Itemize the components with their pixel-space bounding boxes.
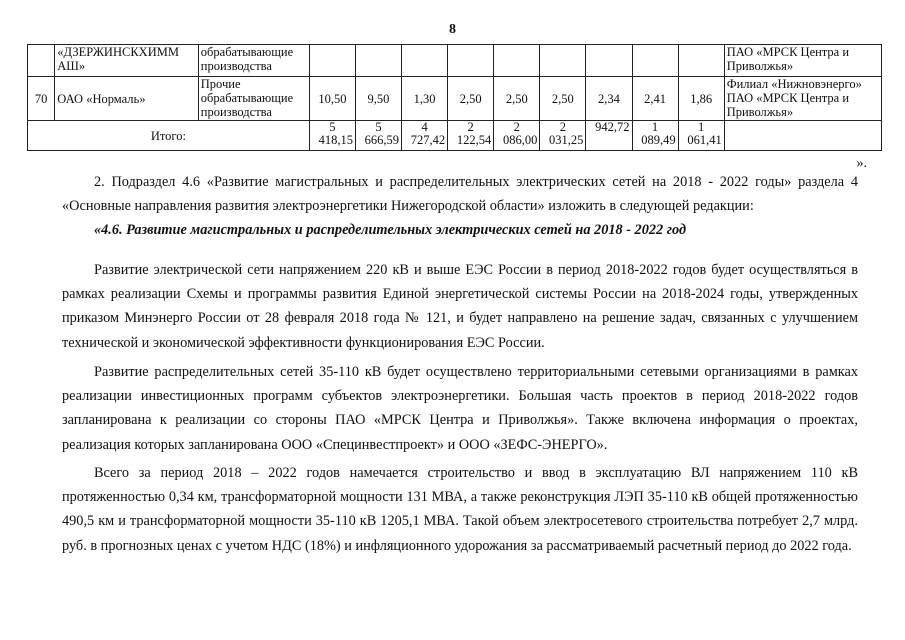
category-cell: обрабатывающие производства bbox=[198, 45, 309, 77]
closing-quote: ». bbox=[856, 156, 867, 171]
total-value-cell: 5 666,59 bbox=[355, 121, 401, 151]
total-value-cell: 5 418,15 bbox=[309, 121, 355, 151]
value-cell: 10,50 bbox=[309, 77, 355, 121]
enterprise-name-cell: ОАО «Нормаль» bbox=[55, 77, 199, 121]
total-value-cell: 1 061,41 bbox=[678, 121, 724, 151]
total-value-cell: 2 122,54 bbox=[448, 121, 494, 151]
value-cell bbox=[448, 45, 494, 77]
value-cell: 2,50 bbox=[540, 77, 586, 121]
body-paragraph bbox=[62, 461, 858, 558]
value-cell: 2,50 bbox=[448, 77, 494, 121]
paragraph-text: 2. Подраздел 4.6 «Развитие магистральных и распределительных электрических сетей на 2018 - 2022 годы» раздела 4 «Основные направления развития электроэнергетики Нижегородской области» изложить в следующей редакции: bbox=[62, 174, 858, 215]
section-heading: «4.6. Развитие магистральных и распределительных электрических сетей на 2018 - 2022 год bbox=[94, 222, 687, 238]
total-value-cell: 2 031,25 bbox=[540, 121, 586, 151]
row-number-cell bbox=[28, 45, 55, 77]
value-cell bbox=[586, 45, 632, 77]
value-cell bbox=[309, 45, 355, 77]
value-cell bbox=[632, 45, 678, 77]
value-cell bbox=[540, 45, 586, 77]
table-row bbox=[28, 45, 882, 77]
total-row bbox=[28, 121, 882, 151]
total-value-cell: 1 089,49 bbox=[632, 121, 678, 151]
value-cell bbox=[494, 45, 540, 77]
row-number-cell: 70 bbox=[28, 77, 55, 121]
total-value-cell: 4 727,42 bbox=[402, 121, 448, 151]
value-cell: 2,41 bbox=[632, 77, 678, 121]
value-cell bbox=[355, 45, 401, 77]
amendment-paragraph bbox=[62, 170, 858, 218]
body-paragraph bbox=[62, 258, 858, 355]
value-cell bbox=[402, 45, 448, 77]
total-label: Итого: bbox=[28, 121, 310, 151]
operator-cell: ПАО «МРСК Центра и Приволжья» bbox=[724, 45, 881, 77]
paragraph-text: Развитие электрической сети напряжением 220 кВ и выше ЕЭС России в период 2018-2022 годов будет осуществляться в рамках реализации Схемы и программы развития Единой энергетической системы России на 2018-2024 годы, утвержденных приказом Минэнерго России от 28 февраля 2018 года № 121, и будет направлено на решение задач, связанных с улучшением технической и экономической эффективности функционирования ЕЭС России. bbox=[62, 262, 858, 351]
page-number: 8 bbox=[449, 22, 456, 37]
value-cell: 1,30 bbox=[402, 77, 448, 121]
operator-cell: Филиал «Нижновэнерго» ПАО «МРСК Центра и Приволжья» bbox=[724, 77, 881, 121]
total-value-cell: 942,72 bbox=[586, 121, 632, 151]
table-row bbox=[28, 77, 882, 121]
data-table bbox=[27, 44, 882, 151]
total-value-cell: 2 086,00 bbox=[494, 121, 540, 151]
paragraph-text: Развитие распределительных сетей 35-110 кВ будет осуществлено территориальными сетевыми организациями в рамках реализации инвестиционных программ субъектов электроэнергетики. Большая часть проектов в период 2018-2022 годов запланирована к реализации со стороны ПАО «МРСК Центра и Приволжья». Также включена информация о проектах, реализация которых запланирована ООО «Специнвестпроект» и ООО «ЗЕФС-ЭНЕРГО». bbox=[62, 364, 858, 453]
category-cell: Прочие обрабатывающие производства bbox=[198, 77, 309, 121]
value-cell: 9,50 bbox=[355, 77, 401, 121]
paragraph-text: Всего за период 2018 – 2022 годов намечается строительство и ввод в эксплуатацию ВЛ напряжением 110 кВ протяженностью 0,34 км, трансформаторной мощности 131 МВА, а также реконструкция ЛЭП 35-110 кВ общей протяженностью 490,5 км и трансформаторной мощности 35-110 кВ 1205,1 МВА. Такой объем электросетевого строительства потребует 2,7 млрд. руб. в прогнозных ценах с учетом НДС (18%) и инфляционного удорожания за рассматриваемый расчетный период до 2022 года. bbox=[62, 465, 858, 554]
value-cell bbox=[678, 45, 724, 77]
enterprise-name-cell: «ДЗЕРЖИНСКХИММ АШ» bbox=[55, 45, 199, 77]
total-operator-cell bbox=[724, 121, 881, 151]
value-cell: 2,50 bbox=[494, 77, 540, 121]
body-paragraph bbox=[62, 360, 858, 457]
value-cell: 1,86 bbox=[678, 77, 724, 121]
value-cell: 2,34 bbox=[586, 77, 632, 121]
